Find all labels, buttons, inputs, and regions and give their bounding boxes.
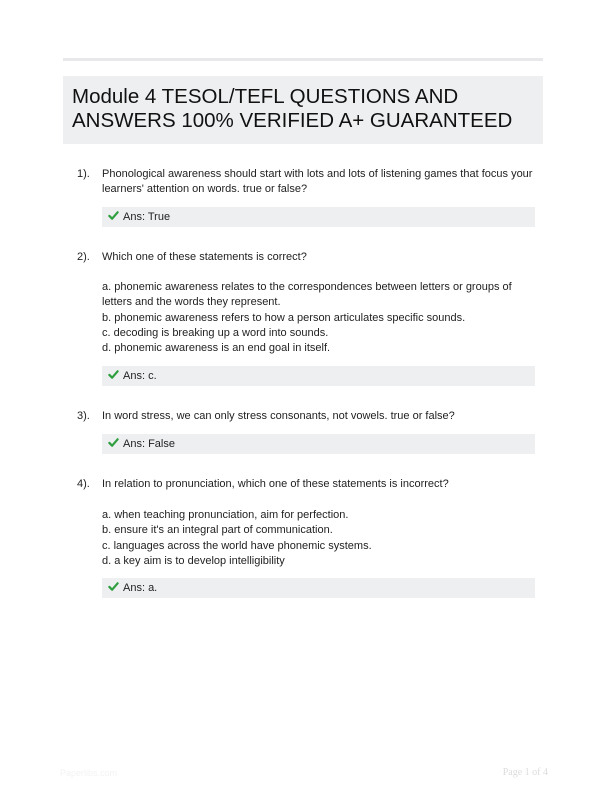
question-number: 2). [77,251,90,263]
option-d: d. phonemic awareness is an end goal in itself. [102,342,331,355]
option-a: a. when teaching pronunciation, aim for perfection. [102,509,349,521]
answer-text: Ans: False [123,438,175,450]
question-number: 3). [77,410,90,422]
option-a: a. phonemic awareness relates to the correspondences between letters or groups of letters and the words they represent. [102,281,512,309]
answer-text: Ans: True [123,211,171,223]
check-icon [108,581,119,592]
options-list-4 [102,508,542,569]
question-number: 1). [77,168,90,180]
question-number: 4). [77,478,90,490]
option-b: b. ensure it's an integral part of communication. [102,524,333,537]
question-text: In word stress, we can only stress consonants, not vowels. true or false? [102,410,455,422]
question-text: Phonological awareness should start with lots and lots of listening games that focus your learners' attention on words. true or false? [102,168,533,195]
option-b: b. phonemic awareness refers to how a person articulates specific sounds. [102,311,466,324]
page-title: Module 4 TESOL/TEFL QUESTIONS AND ANSWERS 100% VERIFIED A+ GUARANTEED [72,85,513,132]
answer-box-2 [102,366,535,386]
option-c: c. decoding is breaking up a word into sounds. [102,326,329,339]
check-icon [108,369,119,380]
option-c: c. languages across the world have phonemic systems. [102,539,372,552]
answer-text: Ans: c. [123,370,157,382]
answer-box-3 [102,434,535,454]
title-banner [63,76,543,144]
question-text: Which one of these statements is correct? [102,251,307,263]
option-d: d. a key aim is to develop intelligibility [102,554,285,567]
answer-box-4 [102,578,535,598]
watermark-text: Paperlibs.com [60,768,118,778]
check-icon [108,210,119,221]
answer-text: Ans: a. [123,582,158,594]
answer-box-1 [102,207,535,227]
top-divider [63,58,543,61]
check-icon [108,437,119,448]
page-number: Page 1 of 4 [502,767,548,778]
question-text: In relation to pronunciation, which one of these statements is incorrect? [102,478,449,490]
options-list-2 [102,280,542,356]
